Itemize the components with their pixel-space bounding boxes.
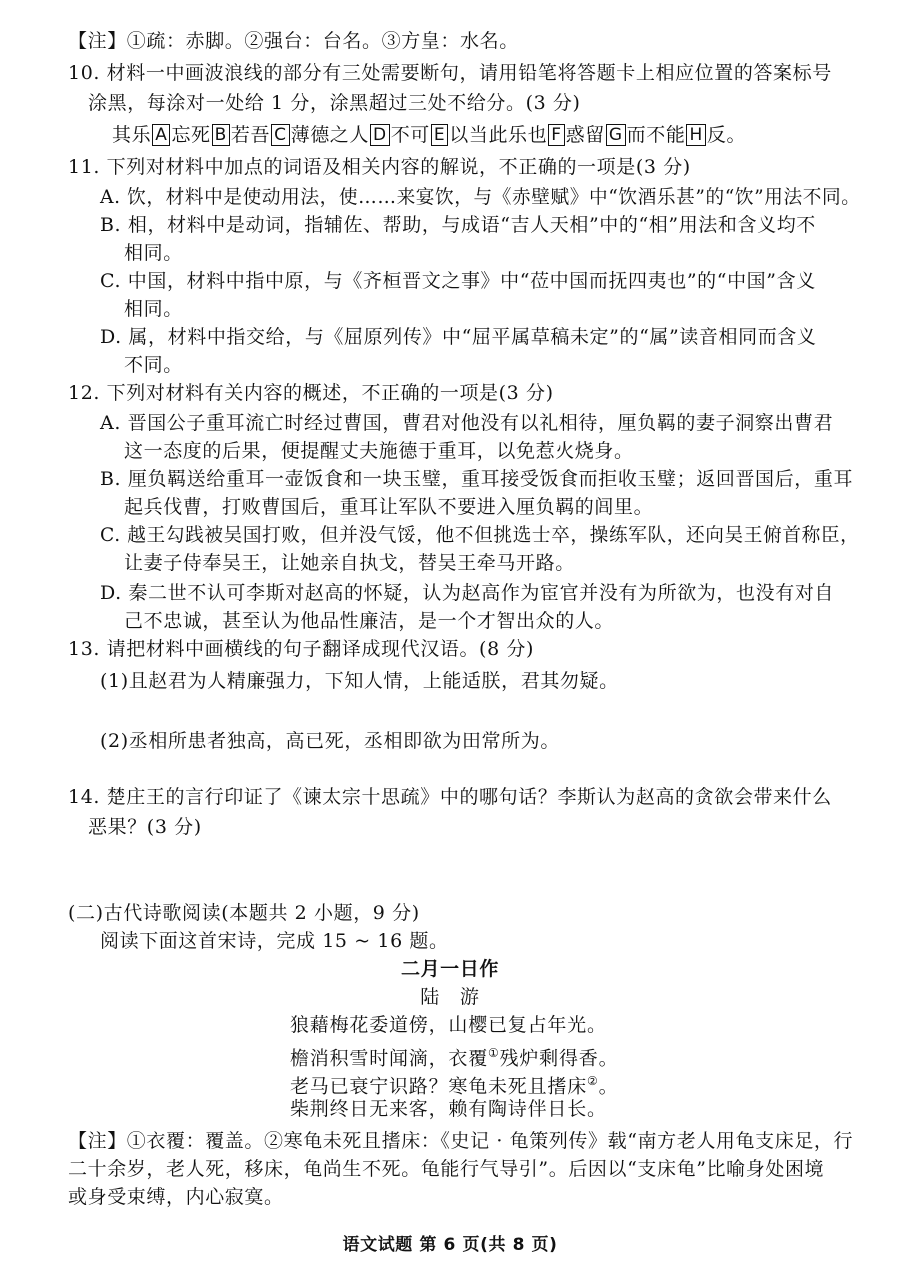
note-2-line1: 【注】①衣覆：覆盖。②寒龟未死且搘床：《史记 · 龟策列传》载“南方老人用龟支床足，行 (68, 1130, 854, 1152)
q11-stem: 11. 下列对材料中加点的词语及相关内容的解说，不正确的一项是(3 分) (68, 156, 691, 178)
q13-stem: 13. 请把材料中画横线的句子翻译成现代汉语。(8 分) (68, 638, 535, 660)
poem-line-4: 柴荆终日无来客，赖有陶诗伴日长。 (290, 1098, 607, 1120)
q10-seg: 薄德之人 (290, 124, 369, 146)
q13-sentence-2: (2)丞相所患者独高，高已死，丞相即欲为田常所为。 (100, 730, 560, 752)
note-2-line2: 二十余岁，老人死，移床，龟尚生不死。龟能行气导引”。后因以“支床龟”比喻身处困境 (68, 1158, 825, 1180)
q11-option-c-line1: C. 中国，材料中指中原，与《齐桓晋文之事》中“莅中国而抚四夷也”的“中国”含义 (100, 270, 816, 292)
q11-option-b-line2: 相同。 (124, 242, 183, 264)
answer-box-b[interactable]: B (212, 124, 230, 146)
q13-sentence-1: (1)且赵君为人精廉强力，下知人情，上能适朕，君其勿疑。 (100, 670, 619, 692)
poem-title: 二月一日作 (400, 958, 499, 980)
q11-option-d-line1: D. 属，材料中指交给，与《屈原列传》中“屈平属草稿未定”的“属”读音相同而含义 (100, 326, 817, 348)
q12-option-a-line1: A. 晋国公子重耳流亡时经过曹国，曹君对他没有以礼相待，厘负羁的妻子洞察出曹君 (100, 412, 834, 434)
poem-text: 残炉剩得香。 (499, 1047, 619, 1070)
q14-stem-line1: 14. 楚庄王的言行印证了《谏太宗十思疏》中的哪句话？李斯认为赵高的贪欲会带来什么 (68, 786, 832, 808)
answer-box-g[interactable]: G (606, 124, 626, 146)
footnote-marker-2: ② (587, 1074, 599, 1088)
answer-box-e[interactable]: E (431, 124, 448, 146)
q11-option-a: A. 饮，材料中是使动用法，使……来宴饮，与《赤壁赋》中“饮酒乐甚”的“饮”用法不同。 (100, 186, 861, 208)
page-footer: 语文试题 第 6 页(共 8 页) (342, 1235, 558, 1255)
q12-option-c-line2: 让妻子侍奉吴王，让她亲自执戈，替吴王牵马开路。 (124, 552, 575, 574)
q10-stem-line2: 涂黑，每涂对一处给 1 分，涂黑超过三处不给分。(3 分) (88, 92, 581, 114)
poem-text: 檐消积雪时闻滴，衣覆 (290, 1047, 489, 1070)
answer-box-c[interactable]: C (271, 124, 289, 146)
q10-sentence (112, 122, 746, 148)
poem-line-1: 狼藉梅花委道傍，山樱已复占年光。 (290, 1014, 607, 1036)
note-2-line3: 或身受束缚，内心寂寞。 (68, 1186, 284, 1208)
q10-stem-line1: 10. 材料一中画波浪线的部分有三处需要断句，请用铅笔将答题卡上相应位置的答案标号 (68, 62, 832, 84)
note-1: 【注】①疏：赤脚。②强台：台名。③方皇：水名。 (68, 30, 519, 52)
q10-seg: 而不能 (626, 124, 686, 146)
poem-text: 老马已衰宁识路？寒龟未死且搘床 (290, 1075, 588, 1098)
q11-option-d-line2: 不同。 (124, 354, 183, 376)
answer-box-a[interactable]: A (152, 124, 170, 146)
q12-option-b-line2: 起兵伐曹，打败曹国后，重耳让军队不要进入厘负羁的闾里。 (124, 496, 654, 518)
q11-option-b-line1: B. 相，材料中是动词，指辅佐、帮助，与成语“吉人天相”中的“相”用法和含义均不 (100, 214, 816, 236)
footnote-marker-1: ① (488, 1046, 500, 1060)
q10-seg: 惑留 (565, 124, 605, 146)
q10-seg: 不可 (390, 124, 430, 146)
q12-stem: 12. 下列对材料有关内容的概述，不正确的一项是(3 分) (68, 382, 554, 404)
q10-seg: 反。 (706, 124, 747, 146)
q12-option-c-line1: C. 越王勾践被吴国打败，但并没气馁，他不但挑选士卒，操练军队，还向吴王俯首称臣， (100, 524, 860, 546)
q11-option-c-line2: 相同。 (124, 298, 183, 320)
q14-stem-line2: 恶果？(3 分) (88, 816, 202, 838)
q12-option-b-line1: B. 厘负羁送给重耳一壶饭食和一块玉璧，重耳接受饭食而拒收玉璧；返回晋国后，重耳 (100, 468, 854, 490)
q12-option-a-line2: 这一态度的后果，便提醒丈夫施德于重耳，以免惹火烧身。 (124, 440, 634, 462)
poem-line-3 (290, 1068, 618, 1099)
q10-seg: 忘死 (171, 124, 211, 146)
q10-seg: 若吾 (230, 124, 271, 146)
poem-text: 。 (598, 1075, 619, 1098)
answer-box-h[interactable]: H (686, 124, 705, 146)
q10-seg: 其乐 (112, 124, 152, 146)
q12-option-d-line2: 己不忠诚，甚至认为他品性廉洁，是一个才智出众的人。 (124, 610, 615, 632)
section-heading: (二)古代诗歌阅读(本题共 2 小题，9 分) (68, 902, 420, 924)
poem-author: 陆 游 (420, 986, 480, 1008)
section-instruction: 阅读下面这首宋诗，完成 15 ~ 16 题。 (100, 930, 449, 952)
answer-box-d[interactable]: D (370, 124, 390, 146)
poem-line-2 (290, 1040, 618, 1071)
q12-option-d-line1: D. 秦二世不认可李斯对赵高的怀疑，认为赵高作为宦官并没有为所欲为，也没有对自 (100, 582, 835, 604)
q10-seg: 以当此乐也 (449, 124, 548, 146)
answer-box-f[interactable]: F (548, 124, 564, 146)
